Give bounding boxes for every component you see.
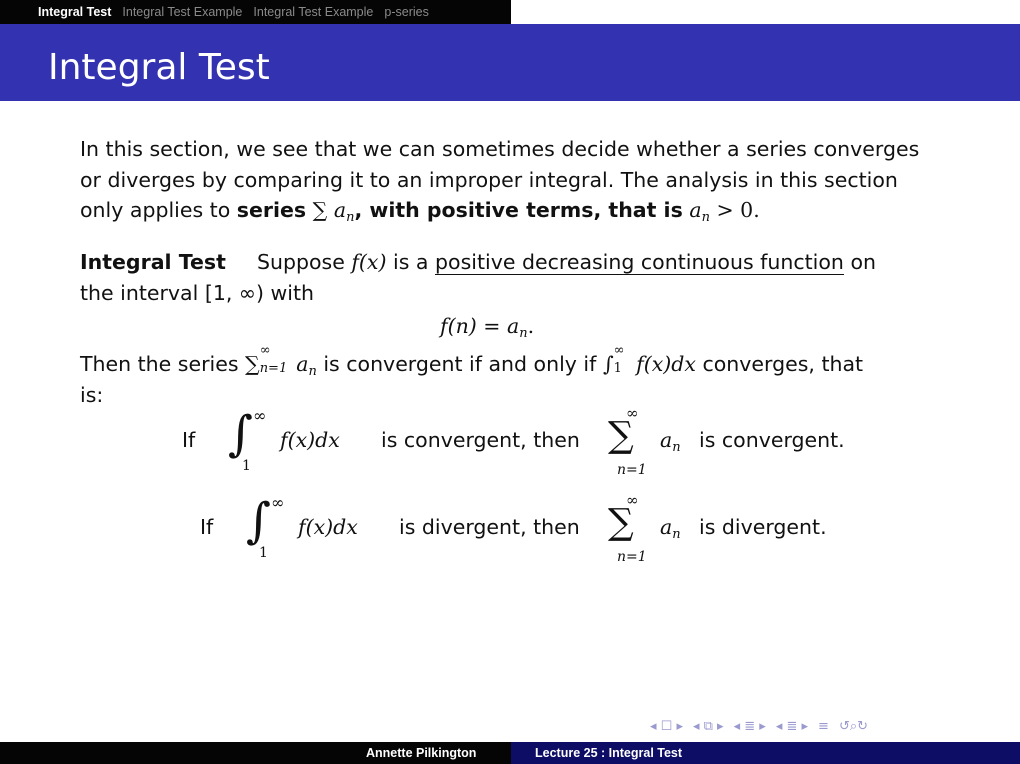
term-1-sub: n <box>672 440 681 455</box>
integrand-1: f(x)dx <box>280 428 340 452</box>
sum-symbol-inline: ∑ <box>312 198 328 222</box>
is-a-text: is a <box>393 250 429 274</box>
if-text-2: If <box>200 515 214 539</box>
if-text-1: If <box>182 428 196 452</box>
underlined-condition: positive decreasing continuous function <box>435 250 844 274</box>
term-sub-n-2: n <box>701 210 710 225</box>
sum-symbol-2: ∑ <box>245 352 260 376</box>
integral-lower-1: 1 <box>242 458 251 474</box>
sum-upper-2b: ∞ <box>626 491 639 509</box>
intro-bold-positive: , with positive terms, that is <box>354 198 683 222</box>
test-line-1 <box>80 250 876 274</box>
suppose-text: Suppose <box>256 250 345 274</box>
intro-line-2 <box>80 168 898 192</box>
integral-test-heading: Integral Test <box>80 250 226 274</box>
footer-bar <box>0 742 1020 764</box>
intro-bold-series: series <box>236 198 307 222</box>
integrand-2: f(x)dx <box>298 515 358 539</box>
fn-eq-math: f(n) = a <box>440 314 520 338</box>
fx-math: f(x) <box>351 250 387 274</box>
footer-lecture: Lecture 25 : Integral Test <box>535 746 683 760</box>
term-2-sub: n <box>672 527 681 542</box>
nav-item-integral-test-example-1[interactable]: Integral Test Example <box>122 5 243 19</box>
converges-that-text: converges, that <box>702 352 864 376</box>
middle-text-2: is divergent, then <box>399 515 580 539</box>
test-line-2 <box>80 281 314 305</box>
nav-search-back-icon[interactable]: ↺⌕↻ <box>838 718 869 734</box>
integral-symbol-inline: ∫ <box>602 352 614 376</box>
test-line-3 <box>80 343 864 379</box>
fn-equation: $f(n) = a_n$. <box>440 314 535 341</box>
sum-symbol-1: ∑ <box>608 415 634 456</box>
sum-lower-2b: n=1 <box>617 549 647 565</box>
nav-item-p-series[interactable]: p-series <box>384 5 429 19</box>
sum-lower-2: n=1 <box>259 361 288 376</box>
nav-prev-subsection-icon[interactable]: ◂ ⧉ ▸ <box>692 718 724 734</box>
on-text: on <box>850 250 876 274</box>
nav-item-integral-test-example-2[interactable]: Integral Test Example <box>253 5 374 19</box>
int-lower-inline: 1 <box>613 361 622 376</box>
sum-upper-2: ∞ <box>259 343 271 358</box>
sum-symbol-2b: ∑ <box>608 502 634 543</box>
integral-upper-1: ∞ <box>253 406 267 425</box>
fxdx-inline: f(x)dx <box>636 352 696 376</box>
slide-title: Integral Test <box>48 47 270 88</box>
intro-line-3-start: only applies to <box>80 198 231 222</box>
nav-prev-frame-icon[interactable]: ◂ ☐ ▸ <box>650 718 683 734</box>
test-line-4 <box>80 383 103 407</box>
footer-author: Annette Pilkington <box>366 746 477 760</box>
int-upper-inline: ∞ <box>613 343 625 358</box>
term-a-3: a <box>296 352 309 376</box>
term-sub-n: n <box>346 210 355 225</box>
conv-iff-text: is convergent if and only if <box>323 352 597 376</box>
term-1-a: a <box>660 428 673 452</box>
intro-line-2-text: or diverges by comparing it to an improper integral. The analysis in this section <box>80 168 898 192</box>
gt-zero: > 0. <box>716 198 760 222</box>
integral-upper-2: ∞ <box>271 493 285 512</box>
integral-lower-2: 1 <box>259 545 268 561</box>
fn-eq-sub: n <box>519 326 528 341</box>
intro-line-1 <box>80 137 919 161</box>
term-2-a: a <box>660 515 673 539</box>
term-2 <box>660 515 681 542</box>
intro-line-1-text: In this section, we see that we can sometimes decide whether a series converges <box>80 137 920 161</box>
sum-upper-1: ∞ <box>626 404 639 422</box>
term-a: a <box>333 198 347 222</box>
beamer-nav-symbols <box>650 716 868 736</box>
nav-prev-section-icon[interactable]: ◂ ≣ ▸ <box>733 718 766 734</box>
intro-line-3 <box>80 198 760 225</box>
integral-symbol-2: ∫ <box>246 493 272 549</box>
end-text-1: is convergent. <box>699 428 845 452</box>
then-series-text: Then the series <box>80 352 239 376</box>
end-text-2: is divergent. <box>699 515 827 539</box>
integral-symbol-1: ∫ <box>228 406 254 462</box>
term-1 <box>660 428 681 455</box>
sum-lower-1: n=1 <box>617 462 647 478</box>
term-a-2: a <box>689 198 702 222</box>
term-sub-n-3: n <box>308 364 317 379</box>
is-colon-text: is: <box>80 383 104 407</box>
nav-item-integral-test[interactable]: Integral Test <box>38 5 112 19</box>
interval-text: the interval [1, ∞) with <box>80 281 314 305</box>
middle-text-1: is convergent, then <box>381 428 580 452</box>
nav-align-icon[interactable]: ≡ <box>818 718 829 734</box>
nav-section-icon[interactable]: ◂ ≣ ▸ <box>775 718 809 734</box>
